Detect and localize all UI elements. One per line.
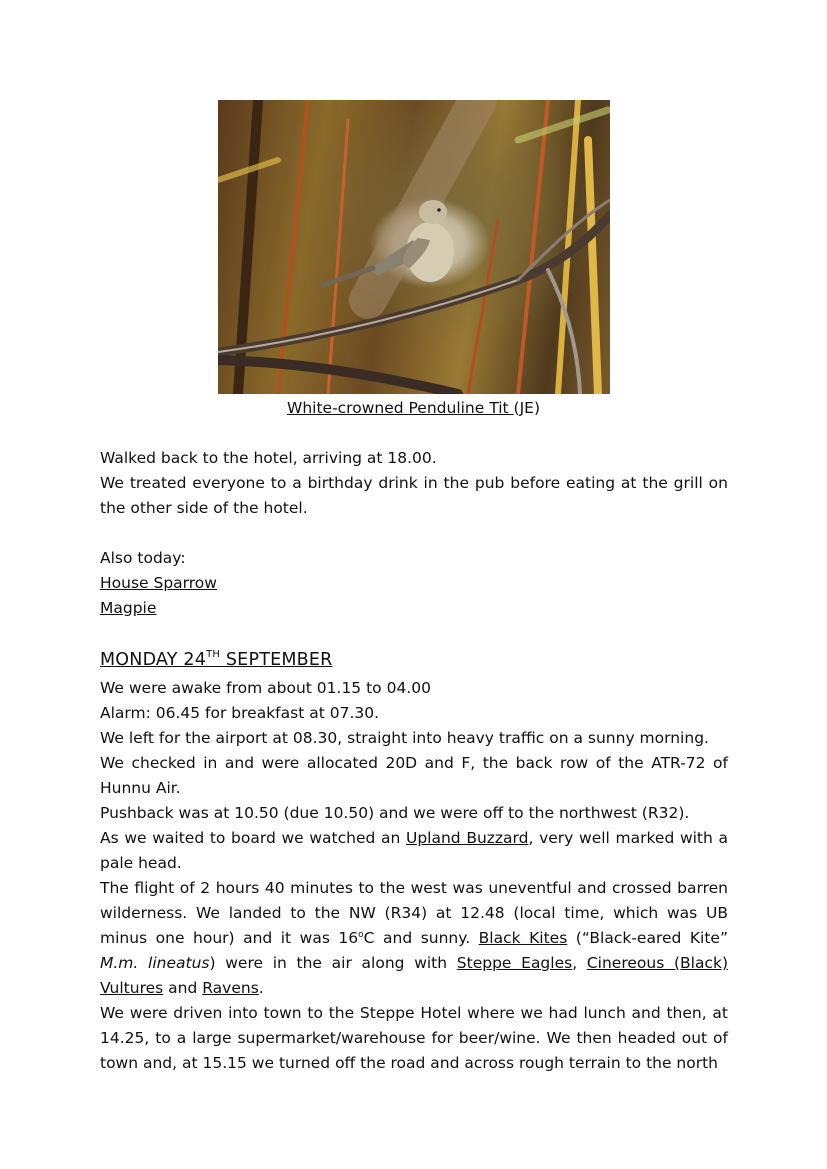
body-paragraph-7	[100, 876, 728, 1001]
species-link-black-kites[interactable]: Black Kites	[478, 929, 568, 947]
p7-text-d: ) were in the air along with	[209, 954, 457, 972]
day-heading	[100, 648, 728, 673]
heading-day: MONDAY 24	[100, 650, 207, 670]
also-today-label: Also today:	[100, 549, 186, 567]
body-line-3: We left for the airport at 08.30, straight into heavy traffic on a sunny morning.	[100, 729, 709, 747]
species-link-house-sparrow[interactable]: House Sparrow	[100, 574, 217, 592]
species-link-upland-buzzard[interactable]: Upland Buzzard	[406, 829, 529, 847]
species-link-magpie[interactable]: Magpie	[100, 599, 157, 617]
p6-text-b: , very well marked with a pale head.	[100, 829, 728, 872]
heading-month: SEPTEMBER	[220, 650, 333, 670]
species-link-steppe-eagles[interactable]: Steppe Eagles	[456, 954, 573, 972]
body-paragraph-6	[100, 826, 728, 876]
monday-body	[100, 676, 728, 1076]
p6-text-a: As we waited to board we watched an	[100, 829, 406, 847]
body-line-5: Pushback was at 10.50 (due 10.50) and we were off to the northwest (R32).	[100, 804, 690, 822]
p7-text-f: and	[163, 979, 203, 997]
body-line-1: We were awake from about 01.15 to 04.00	[100, 679, 431, 697]
caption-credit: (JE)	[513, 399, 540, 417]
bird-photo	[218, 100, 610, 394]
body-line-2: Alarm: 06.45 for breakfast at 07.30.	[100, 704, 380, 722]
bird-photo-illustration	[218, 100, 610, 394]
body-paragraph-4: We checked in and were allocated 20D and F, the back row of the ATR-72 of Hunnu Air.	[100, 754, 728, 797]
scientific-name: M.m. lineatus	[100, 954, 210, 972]
evening-section	[100, 446, 728, 521]
p7-text-e: ,	[572, 954, 587, 972]
caption-species: White-crowned Penduline Tit	[287, 399, 514, 417]
degree-symbol: o	[358, 929, 364, 940]
heading-ordinal: TH	[206, 649, 221, 660]
p7-text-b: C and sunny.	[363, 929, 479, 947]
evening-line-1: Walked back to the hotel, arriving at 18.00.	[100, 449, 437, 467]
body-paragraph-8: We were driven into town to the Steppe Hotel where we had lunch and then, at 14.25, to a large supermarket/warehouse for beer/wine. We then headed out of town and, at 15.15 we turned off the road and across rough terrain to the north	[100, 1004, 728, 1072]
photo-caption	[0, 397, 827, 419]
also-today-section	[100, 546, 728, 621]
p7-text-a: The flight of 2 hours 40 minutes to the west was uneventful and crossed barren wilderness. We landed to the NW (R34) at 12.48 (local time, which was UB minus one hour) and it was 16	[100, 879, 728, 947]
p7-text-c: (“Black-eared Kite”	[567, 929, 729, 947]
p7-text-g: .	[258, 979, 264, 997]
species-link-cinereous-vultures[interactable]: Cinereous (Black) Vultures	[100, 954, 728, 997]
evening-paragraph-2: We treated everyone to a birthday drink in the pub before eating at the grill on the other side of the hotel.	[100, 474, 728, 517]
species-link-ravens[interactable]: Ravens	[202, 979, 259, 997]
